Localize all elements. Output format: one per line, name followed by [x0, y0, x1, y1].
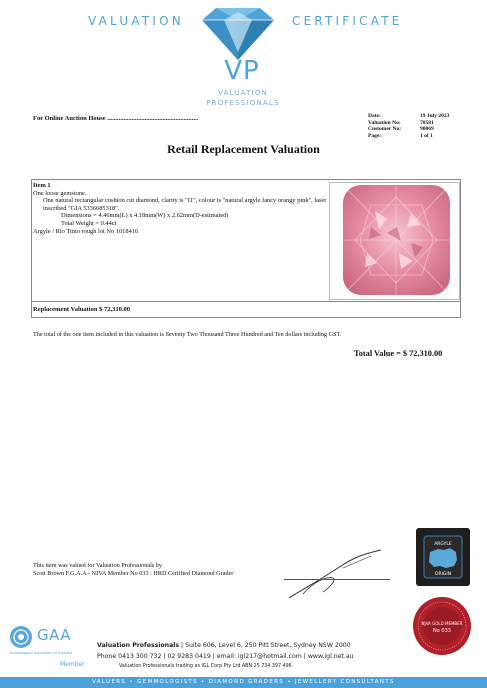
footer-banner: VALUERS • GEMMOLOGISTS • DIAMOND GRADERS • JEWELLERY CONSULTANTS: [0, 677, 487, 688]
badge-bottom-label: ORIGIN: [434, 572, 452, 577]
item-line-2: One natural rectangular cushion cut diamond, clarity is "I1", colour is "natural argyle fancy orangy pink", laser inscribed "GIA 5336685318".: [43, 197, 327, 212]
item-line-1: One loose gemstone.: [33, 189, 87, 197]
diamond-logo-icon: [196, 6, 280, 62]
contact-line-2: Phone 0413 300 732 | 02 9283 0419 | email: igl217@hotmail.com | www.igl.net.au: [97, 652, 354, 660]
contact-block: [97, 641, 354, 673]
header-word-certificate: CERTIFICATE: [292, 14, 403, 28]
njva-gold-member-seal: [412, 596, 472, 656]
meta-key: Customer No:: [368, 126, 402, 132]
valued-by-line-2: Scott Brown F.G.A.A - NJVA Member No 033 : HRD Certified Diamond Grader: [33, 570, 234, 577]
contact-line-3: Valuation Professionals trading as IGL Corp Pty Ltd ABN 25 734 397 496: [119, 664, 292, 669]
total-sentence: The total of the one item included in this valuation is Seventy Two Thousand Three Hundred and Ten dollars including GST.: [33, 331, 342, 338]
gaa-subtitle: Gemmological Association of Australia: [9, 651, 73, 655]
meta-key: Valuation No:: [368, 119, 401, 126]
seal-line-1: NJVA GOLD MEMBER: [421, 621, 463, 626]
page-title: Retail Replacement Valuation: [167, 142, 320, 156]
total-value: Total Value = $ 72,310.00: [354, 349, 443, 358]
item-line-4: Total Weight = 0.44ct: [61, 219, 117, 227]
company-address: | Suite 606, Level 6, 250 Pitt Street, Sydney NSW 2000: [179, 642, 351, 649]
valued-by-line-1: This item was valued for Valuation Professionals by: [33, 562, 162, 569]
item-description: [33, 182, 328, 235]
badge-top-label: ARGYLE: [434, 542, 452, 547]
logo-subtitle: [190, 88, 296, 108]
header-word-valuation: VALUATION: [88, 14, 184, 28]
meta-value: 78581: [420, 119, 434, 126]
logo-sub-professionals: PROFESSIONALS: [206, 99, 280, 107]
meta-row: [368, 133, 449, 140]
valued-by: [33, 562, 233, 578]
meta-value: 90069: [420, 126, 434, 132]
meta-key: Page:: [368, 132, 382, 139]
item-line-5: Argyle / Rio Tinto rough lot No 1018416: [33, 227, 139, 235]
signature-line: [284, 579, 390, 580]
logo-vp: VP: [224, 56, 260, 86]
gaa-member: Member: [60, 661, 85, 668]
item-heading: Item 1: [33, 182, 51, 189]
logo-sub-valuation: VALUATION: [218, 89, 268, 97]
meta-value: 19 July 2023: [420, 113, 450, 119]
replacement-valuation: Replacement Valuation $ 72,310.00: [33, 306, 130, 313]
gaa-logo-icon: [9, 625, 33, 649]
company-name: Valuation Professionals: [97, 642, 180, 649]
pink-diamond-photo: [341, 183, 452, 297]
meta-key: Date:: [368, 113, 381, 119]
argyle-origin-badge: [416, 528, 470, 586]
handwritten-signature: [283, 548, 393, 603]
meta-value: 1 of 1: [420, 132, 433, 139]
gaa-logo-text: GAA: [37, 626, 72, 644]
seal-line-2: No 033: [433, 628, 451, 634]
item-line-3: Dimensions = 4.46mm(L) x 4.18mm(W) x 2.62mm(D-estimated): [61, 212, 229, 220]
meta-block: [368, 113, 449, 139]
item-box-divider: [31, 301, 461, 302]
auction-line: For Online Auction House ........................................................: [33, 115, 199, 122]
contact-line-1: [97, 641, 354, 652]
